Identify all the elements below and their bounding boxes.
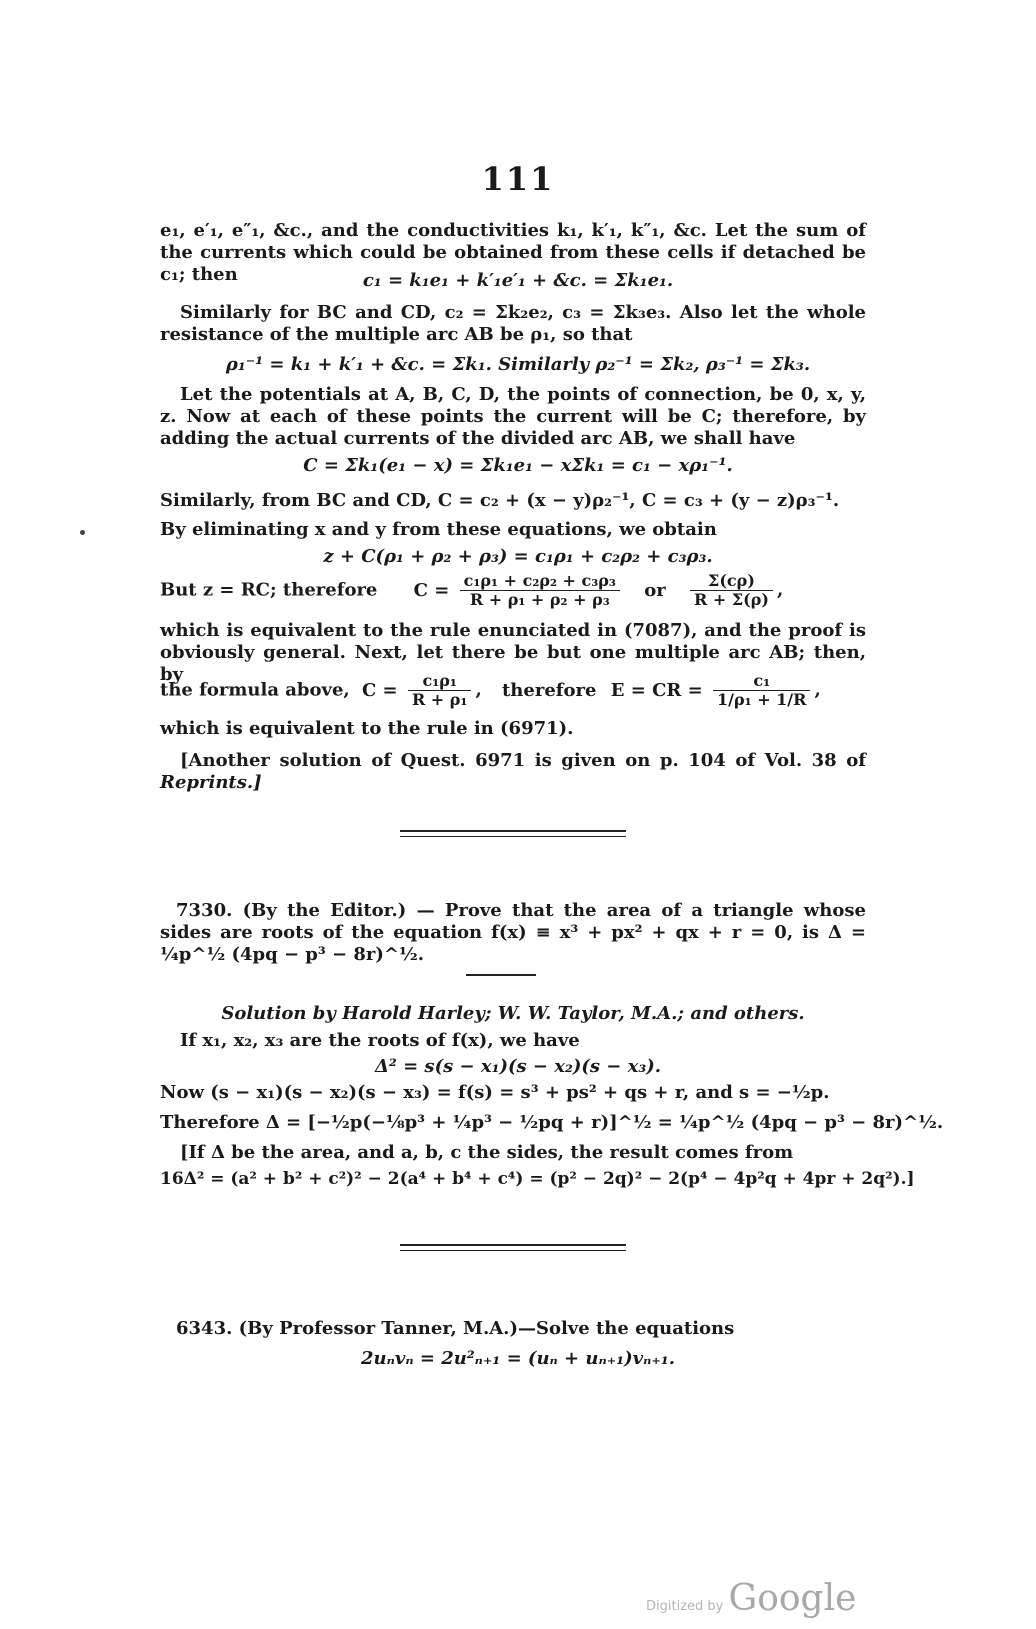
line-but-z: But z = RC; therefore C = $\frac{\text{c₁ρ₁ + c₂ρ₂ + c₃ρ₃}}{\text{R + ρ₁ + ρ₂ + ρ₃}}$ or $\frac{\Sigma(c\rho)}{R + \Sigma(\rho)}$ , bbox=[160, 571, 784, 609]
paragraph-rule-6971: which is equivalent to the rule in (6971). bbox=[160, 718, 574, 739]
question-7330 bbox=[160, 900, 866, 966]
fraction-numerator: Σ(cρ) bbox=[690, 572, 773, 591]
fraction-denominator: R + ρ₁ + ρ₂ + ρ₃ bbox=[469, 590, 610, 609]
question-6343-equation: 2uₙvₙ = 2u²ₙ₊₁ = (uₙ + uₙ₊₁)vₙ₊₁. bbox=[361, 1348, 675, 1369]
question-text: (By Professor Tanner, M.A.)—Solve the equations bbox=[238, 1318, 735, 1339]
fraction-emf bbox=[713, 672, 810, 709]
paragraph-equivalent: which is equivalent to the rule enunciated in (7087), and the proof is obviously general. Next, let there be but one multiple arc AB; then, by bbox=[160, 620, 866, 685]
question-text: — Prove that the area of a triangle whose sides are roots of the equation f(x) ≡ x³ + px² + qx + r = 0, is Δ = ¼p^½ (4pq − p³ − 8r)^½. bbox=[160, 900, 866, 965]
fraction-denominator: 1/ρ₁ + 1/R bbox=[717, 690, 807, 709]
fraction-sigma bbox=[690, 572, 773, 609]
reprints-text: Reprints.] bbox=[160, 772, 262, 793]
digitized-watermark bbox=[646, 1578, 856, 1619]
paragraph-potentials: Let the potentials at A, B, C, D, the points of connection, be 0, x, y, z. Now at each of these points the current will be C; therefore, by adding the actual currents of the divided arc AB, we shall have bbox=[160, 384, 866, 449]
question-number: 7330. bbox=[176, 900, 233, 921]
question-6343 bbox=[160, 1318, 866, 1340]
paragraph-another-solution bbox=[160, 750, 866, 794]
fraction-numerator: c₁ρ₁ bbox=[408, 672, 472, 691]
solution-line-4: [If Δ be the area, and a, b, c the sides, the result comes from bbox=[180, 1142, 794, 1163]
but-lead: But z = RC; therefore bbox=[160, 579, 378, 601]
solution-line-2: Now (s − x₁)(s − x₂)(s − x₃) = f(s) = s³ + ps² + qs + r, and s = −½p. bbox=[160, 1082, 830, 1103]
formula-lead: the formula above, bbox=[160, 679, 350, 701]
solution-byline: Solution by Harold Harley; W. W. Taylor, M.A.; and others. bbox=[221, 1003, 805, 1024]
equation-c1: c₁ = k₁e₁ + k′₁e′₁ + &c. = Σk₁e₁. bbox=[362, 270, 674, 291]
paragraph-similarly-cd: Similarly, from BC and CD, C = c₂ + (x − y)ρ₂⁻¹, C = c₃ + (y − z)ρ₃⁻¹. bbox=[160, 490, 840, 511]
another-solution-text: [Another solution of Quest. 6971 is given on p. 104 of Vol. 38 of bbox=[180, 750, 866, 771]
solution-line-1: If x₁, x₂, x₃ are the roots of f(x), we have bbox=[180, 1030, 580, 1051]
or-word: or bbox=[644, 579, 666, 601]
c-equals: C = bbox=[413, 579, 450, 601]
equation-z: z + C(ρ₁ + ρ₂ + ρ₃) = c₁ρ₁ + c₂ρ₂ + c₃ρ₃. bbox=[323, 546, 713, 567]
fraction-single-arc bbox=[408, 672, 472, 709]
section-divider-thin bbox=[400, 1250, 626, 1251]
google-logo: Google bbox=[728, 1578, 857, 1619]
fraction-numerator: c₁ bbox=[713, 672, 810, 691]
watermark-small: Digitized by bbox=[646, 1599, 724, 1614]
line-formula-above: the formula above, C = $\frac{\text{c₁ρ₁}}{\text{R + ρ₁}}$ , therefore E = CR = $\frac{\text{c₁}}{\text{1/ρ₁ + 1/R}}$ , bbox=[160, 671, 821, 709]
section-divider-thin bbox=[400, 836, 626, 837]
page-number: 111 bbox=[481, 160, 555, 198]
paragraph-cells: e₁, e′₁, e″₁, &c., and the conductivities k₁, k′₁, k″₁, &c. Let the sum of the currents which could be obtained from these cells if detached be c₁; then bbox=[160, 220, 866, 285]
solution-line-3: Therefore Δ = [−½p(−⅛p³ + ¼p³ − ½pq + r)]^½ = ¼p^½ (4pq − p³ − 8r)^½. bbox=[160, 1112, 944, 1133]
scan-speck bbox=[80, 530, 85, 535]
section-divider bbox=[400, 830, 626, 832]
therefore-word: therefore bbox=[501, 679, 597, 701]
question-number: 6343. bbox=[176, 1318, 233, 1339]
fraction-general bbox=[460, 572, 620, 609]
solution-equation-1: Δ² = s(s − x₁)(s − x₂)(s − x₃). bbox=[374, 1056, 662, 1077]
section-divider bbox=[400, 1244, 626, 1246]
question-author: (By the Editor.) bbox=[242, 900, 407, 921]
solution-line-5: 16Δ² = (a² + b² + c²)² − 2(a⁴ + b⁴ + c⁴) = (p² − 2q)² − 2(p⁴ − 4p²q + 4pr + 2q²).] bbox=[160, 1169, 915, 1189]
paragraph-similarly-bc: Similarly for BC and CD, c₂ = Σk₂e₂, c₃ = Σk₃e₃. Also let the whole resistance of the multiple arc AB be ρ₁, so that bbox=[160, 302, 866, 345]
fraction-numerator: c₁ρ₁ + c₂ρ₂ + c₃ρ₃ bbox=[460, 572, 620, 591]
fraction-denominator: R + Σ(ρ) bbox=[694, 590, 769, 609]
equation-rho: ρ₁⁻¹ = k₁ + k′₁ + &c. = Σk₁. Similarly ρ₂⁻¹ = Σk₂, ρ₃⁻¹ = Σk₃. bbox=[225, 354, 811, 375]
short-divider bbox=[466, 974, 536, 976]
fraction-denominator: R + ρ₁ bbox=[411, 690, 468, 709]
c-equals: C = bbox=[361, 679, 398, 701]
e-equals: E = CR = bbox=[610, 679, 703, 701]
paragraph-eliminating: By eliminating x and y from these equations, we obtain bbox=[160, 519, 717, 540]
equation-current: C = Σk₁(e₁ − x) = Σk₁e₁ − xΣk₁ = c₁ − xρ₁⁻¹. bbox=[303, 455, 733, 476]
